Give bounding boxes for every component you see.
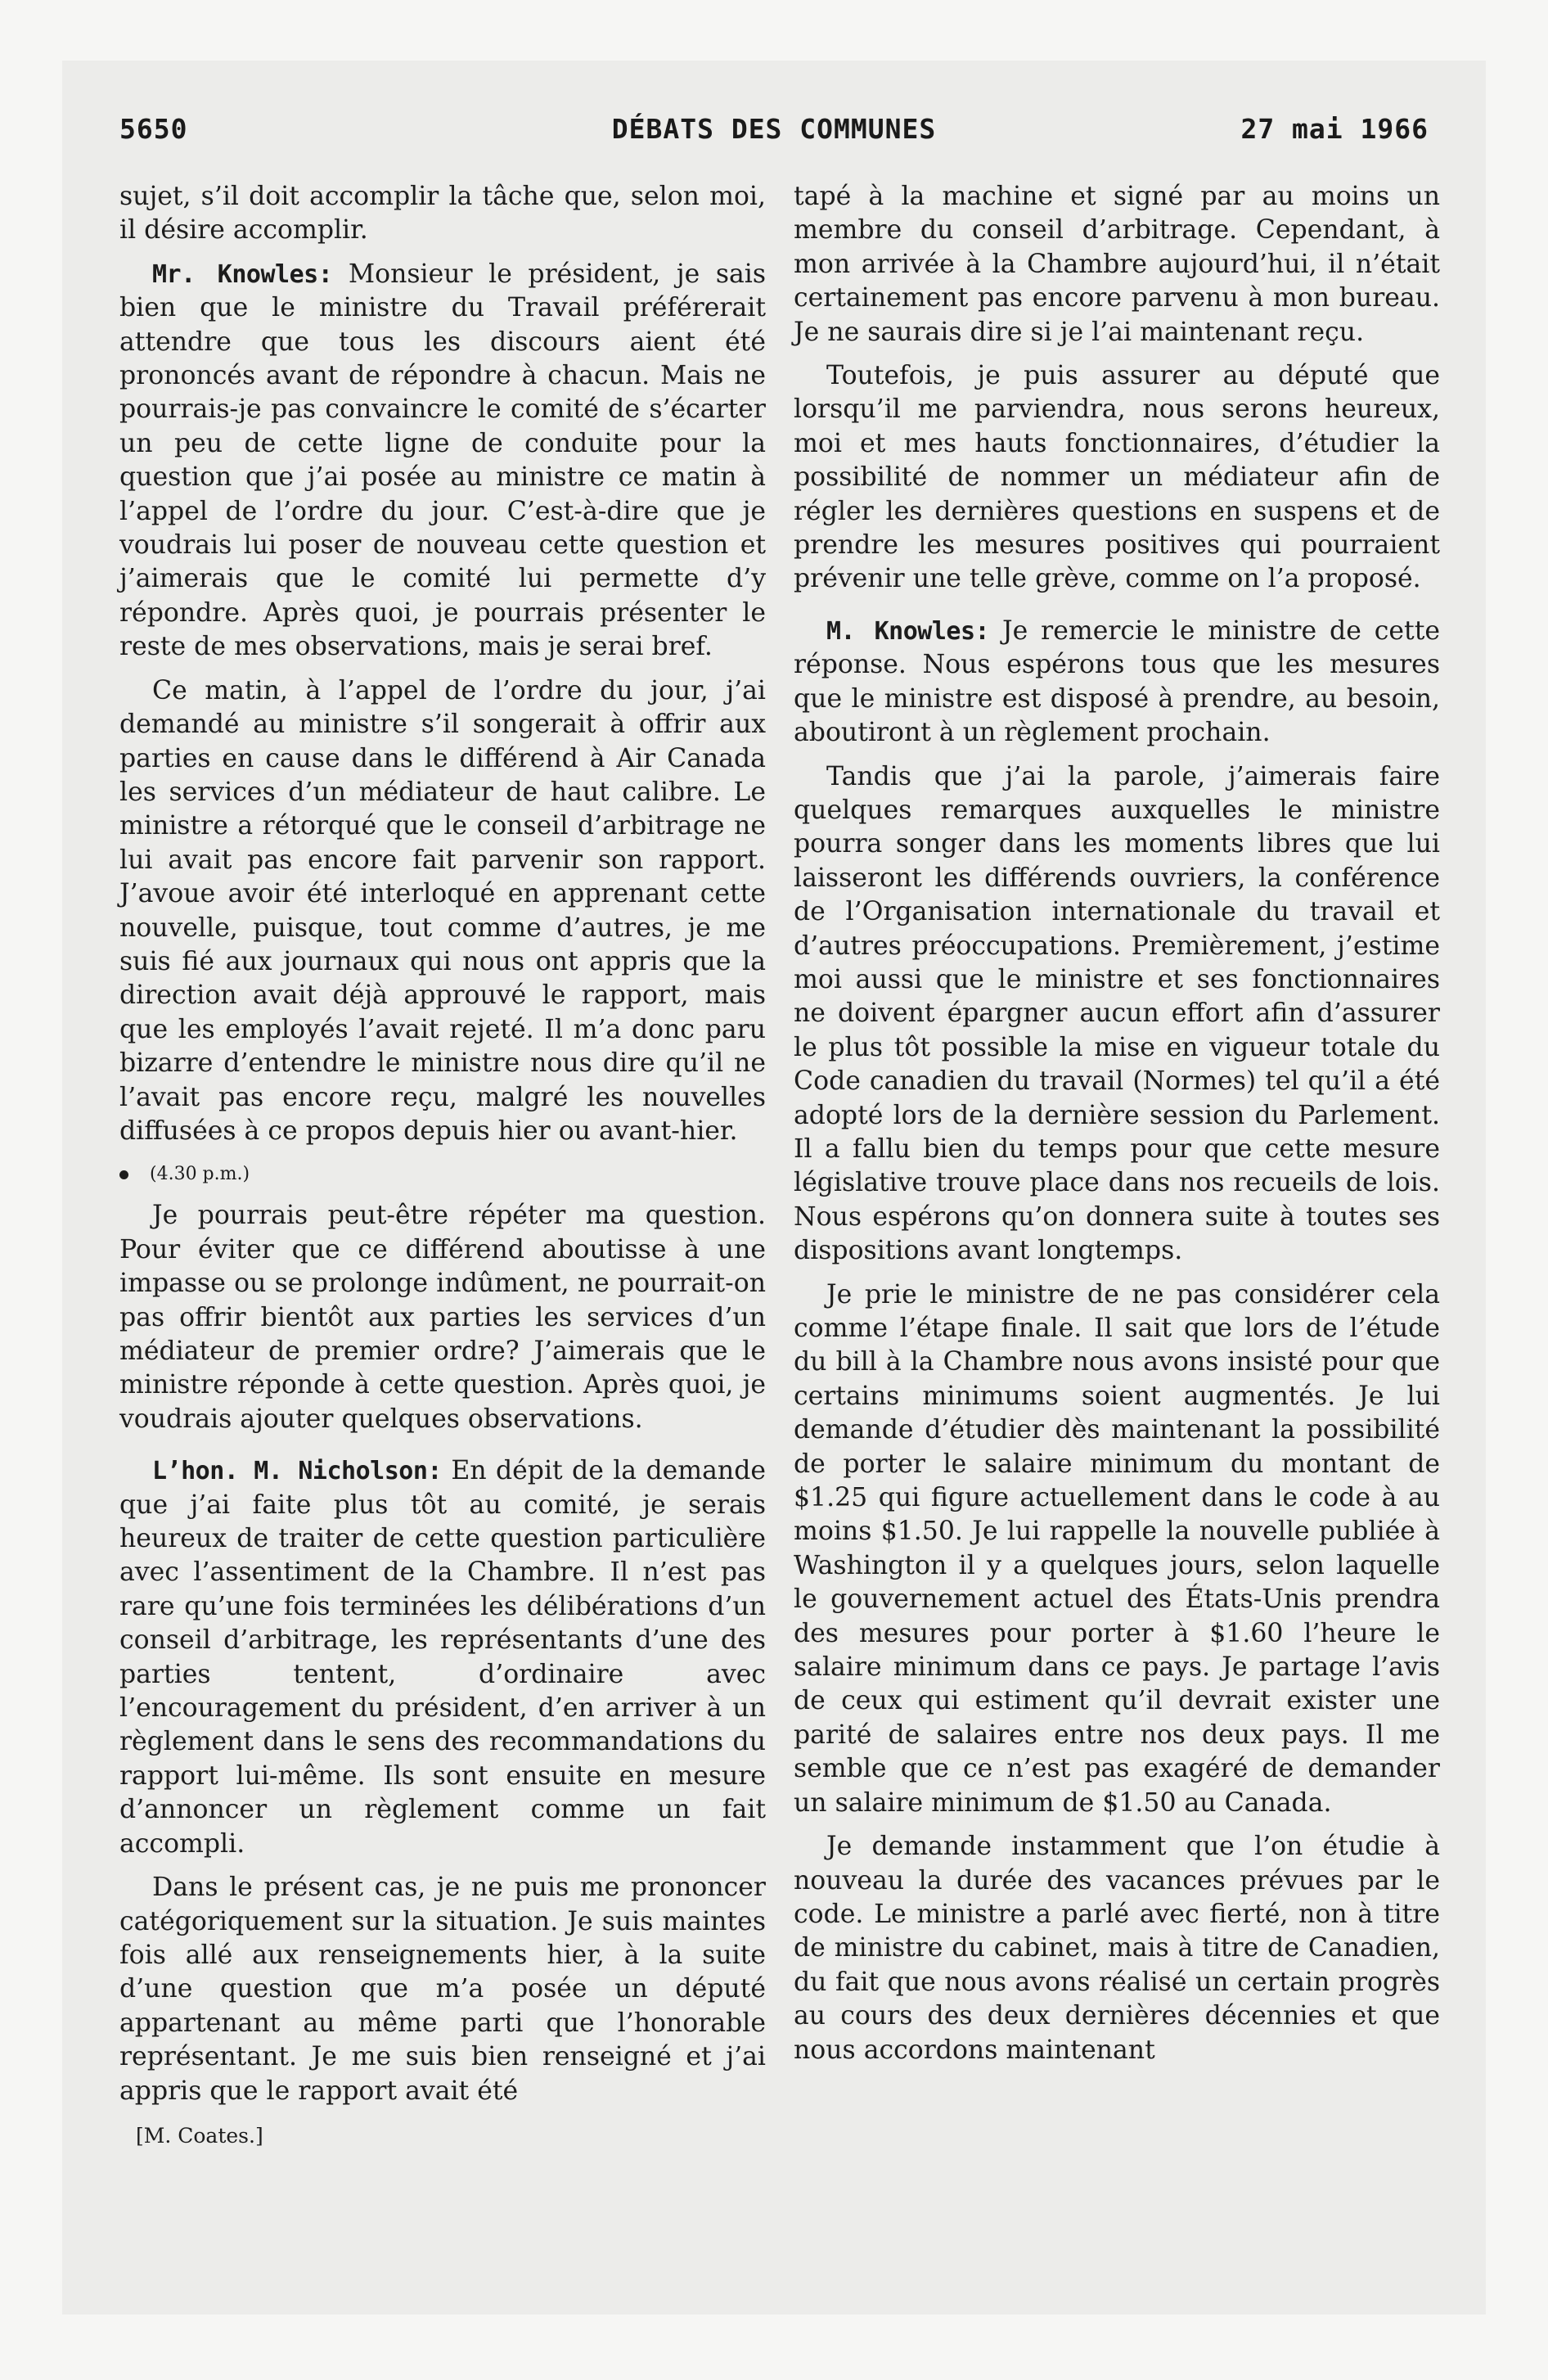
paragraph bbox=[794, 615, 1440, 751]
paragraph: Je demande instamment que l’on étudie à nouveau la durée des vacances prévues par le code. Le ministre a parlé avec fierté, non à titre de ministre du cabinet, mais à titre de Canadien, du fait que nous avons réalisé un certain progrès au cours des deux dernières décennies et que nous accordons maintenant bbox=[794, 1832, 1440, 2065]
paragraph-text: En dépit de la demande que j’ai faite plus tôt au comité, je serais heureux de traiter de cette question particulière avec l’assentiment de la Chambre. Il n’est pas rare qu’une fois terminées les délibérations d’un conseil d’arbitrage, les représentants d’une des parties tentent, d’ordinaire avec l’encouragement du président, d’en arriver à un règlement dans le sens des recommandations du rapport lui-même. Ils sont ensuite en mesure d’annoncer un règlement comme un fait accompli. bbox=[119, 1456, 767, 1859]
speaker-name: L’hon. M. Nicholson: bbox=[152, 1457, 442, 1486]
time-marker bbox=[119, 1158, 766, 1191]
page-number: 5650 bbox=[119, 113, 188, 145]
page-header bbox=[119, 113, 1429, 162]
paragraph: sujet, s’il doit accomplir la tâche que, selon moi, il désire accomplir. bbox=[119, 182, 766, 246]
issue-date: 27 mai 1966 bbox=[1240, 113, 1429, 145]
speaker-name: Mr. Knowles: bbox=[152, 259, 333, 289]
paragraph: Je prie le ministre de ne pas considérer cela comme l’étape finale. Il sait que lors de l’étude du bill à la Chambre nous avons insisté pour que certains minimums soient augmentés. Je lui demande d’étudier dès maintenant la possibilité de porter le salaire minimum du montant de $1.25 qui figure actuellement dans le code à au moins $1.50. Je lui rappelle la nouvelle publiée à Washington il y a quelques jours, selon laquelle le gouvernement actuel des États-Unis prendra des mesures pour porter à $1.60 l’heure le salaire minimum dans ce pays. Je partage l’avis de ceux qui estiment qu’il devrait exister une parité de salaires entre nos deux pays. Il me semble que ce n’est pas exagéré de demander un salaire minimum de $1.50 au Canada. bbox=[794, 1279, 1440, 1818]
time-marker-text: (4.30 p.m.) bbox=[150, 1164, 250, 1185]
page-scan bbox=[62, 61, 1486, 2315]
paragraph-text: Monsieur le président, je sais bien que le ministre du Travail préférerait attendre que tous les discours aient été prononcés avant de répondre à chacun. Mais ne pourrais-je pas convaincre le comité de s’écarter un peu de cette ligne de conduite pour la question que j’ai posée au ministre ce matin à l’appel de l’ordre du jour. C’est-à-dire que je voudrais lui poser de nouveau cette question et j’aimerais que le comité lui permette d’y répondre. Après quoi, je pourrais présenter le reste de mes observations, mais je serai bref. bbox=[119, 259, 766, 662]
paragraph: tapé à la machine et signé par au moins un membre du conseil d’arbitrage. Cependant, à mon arrivée à la Chambre aujourd’hui, il n’était certainement pas encore parvenu à mon bureau. Je ne saurais dire si je l’ai maintenant reçu. bbox=[794, 182, 1440, 347]
paragraph: Toutefois, je puis assurer au député que lorsqu’il me parviendra, nous serons heureux, moi et mes hauts fonctionnaires, d’étudier la possibilité de nommer un médiateur afin de régler les dernières questions en suspens et de prendre les mesures positives qui pourraient prévenir une telle grève, comme on l’a proposé. bbox=[794, 361, 1440, 594]
paragraph: Je pourrais peut-être répéter ma question. Pour éviter que ce différend aboutisse à une impasse ou se prolonge indûment, ne pourrait-on pas offrir bientôt aux parties les services d’un médiateur de premier ordre? J’aimerais que le ministre réponde à cette question. Après quoi, je voudrais ajouter quelques observations. bbox=[119, 1201, 766, 1434]
bullet-icon bbox=[119, 1170, 128, 1179]
paragraph: Ce matin, à l’appel de l’ordre du jour, j’ai demandé au ministre s’il songerait à offrir aux parties en cause dans le différend à Air Canada les services d’un médiateur de haut calibre. Le ministre a rétorqué que le conseil d’arbitrage ne lui avait pas encore fait parvenir son rapport. J’avoue avoir été interloqué en apprenant cette nouvelle, puisque, tout comme d’autres, je me suis fié aux journaux qui nous ont appris que la direction avait déjà approuvé le rapport, mais que les employés l’avait rejeté. Il m’a donc paru bizarre d’entendre le ministre nous dire qu’il ne l’avait pas encore reçu, malgré les nouvelles diffusées à ce propos depuis hier ou avant-hier. bbox=[119, 675, 766, 1146]
paragraph: Tandis que j’ai la parole, j’aimerais faire quelques remarques auxquelles le ministre pourra songer dans les moments libres que lui laisseront les différends ouvriers, la conférence de l’Organisation internationale du travail et d’autres préoccupations. Premièrement, j’estime moi aussi que le ministre et ses fonctionnaires ne doivent épargner aucun effort afin d’assurer le plus tôt possible la mise en vigueur totale du Code canadien du travail (Normes) tel qu’il a été adopté lors de la dernière session du Parlement. Il a fallu bien du temps pour que cette mesure législative trouve place dans nos recueils de lois. Nous espérons qu’on donnera suite à toutes ses dispositions avant longtemps. bbox=[794, 761, 1440, 1266]
right-column bbox=[794, 180, 1440, 2077]
publication-title: DÉBATS DES COMMUNES bbox=[611, 113, 937, 145]
speaker-signature: [M. Coates.] bbox=[136, 2123, 263, 2148]
paragraph: Dans le présent cas, je ne puis me prononcer catégoriquement sur la situation. Je suis maintes fois allé aux renseignements hier, à la suite d’une question que m’a posée un député appartenant au même parti que l’honorable représentant. Je me suis bien renseigné et j’ai appris que le rapport avait été bbox=[119, 1873, 766, 2106]
left-column bbox=[119, 180, 766, 2152]
paragraph bbox=[119, 1454, 766, 1861]
speaker-name: M. Knowles: bbox=[826, 616, 990, 646]
paragraph-text: Je remercie le ministre de cette réponse. Nous espérons tous que les mesures que le ministre est disposé à prendre, au besoin, aboutiront à un règlement prochain. bbox=[794, 615, 1440, 748]
paragraph bbox=[119, 258, 766, 665]
